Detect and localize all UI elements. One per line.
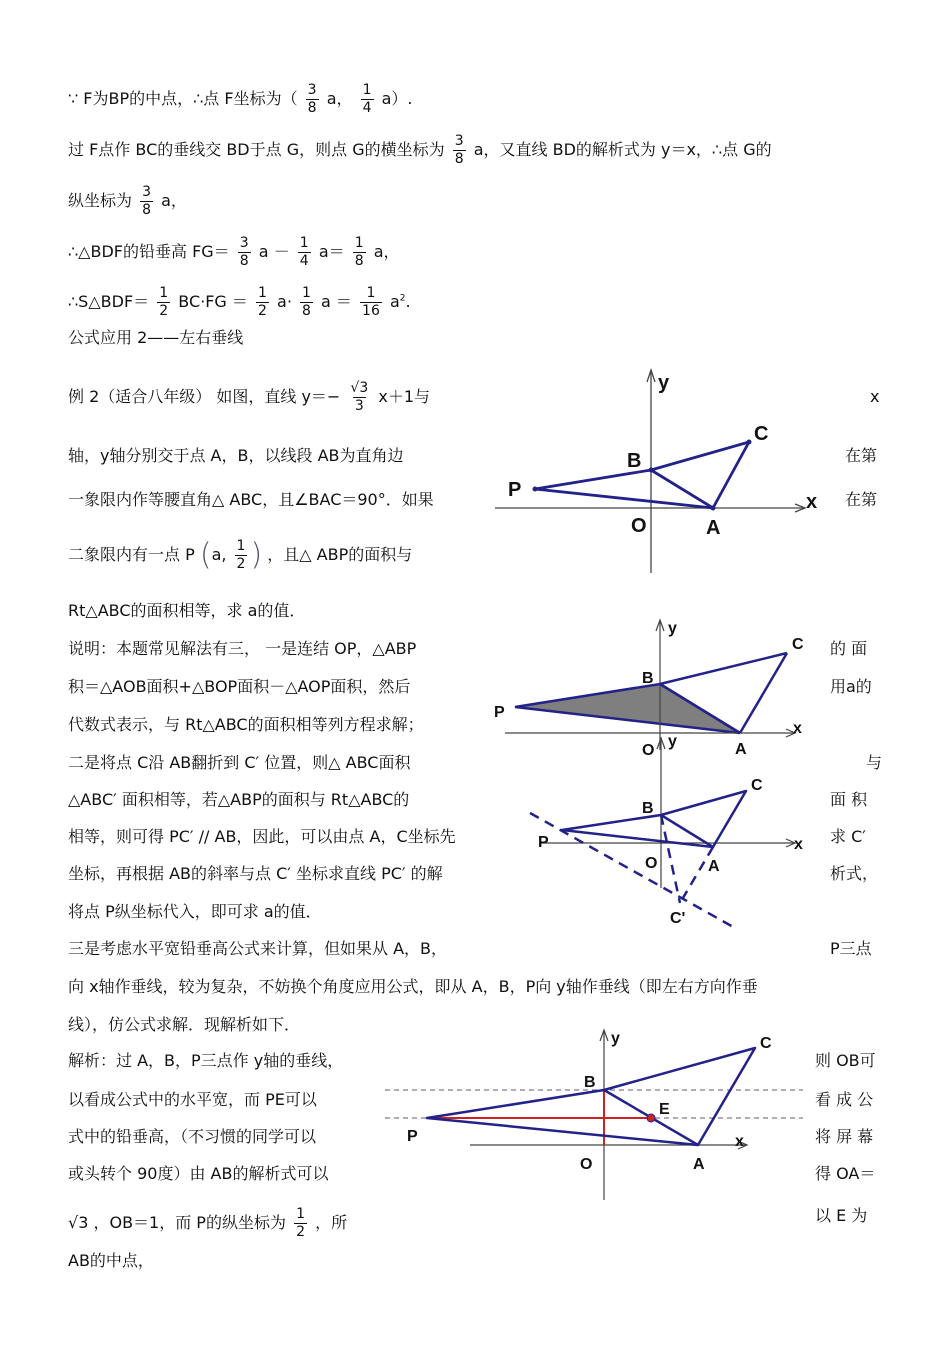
line-text: x＋1与 — [378, 387, 430, 406]
numerator: 3 — [239, 235, 249, 251]
line-text: ，OB＝1，而 P的纵坐标为 — [93, 1213, 286, 1232]
example-line-5: Rt△ABC的面积相等，求 a的值． — [68, 601, 306, 620]
denominator: 2 — [159, 303, 169, 319]
segment-bpa — [562, 815, 713, 847]
line-text: a，又直线 BD的解析式为 y＝x，∴点 G的 — [473, 140, 772, 159]
line-text: a, — [211, 545, 227, 564]
line-text: a， — [326, 89, 353, 108]
label-x: x — [794, 836, 803, 853]
fraction — [157, 285, 170, 320]
text-line-5 — [68, 285, 411, 320]
note-line-1: 说明：本题常见解法有三， 一是连结 OP，△ABP — [68, 639, 417, 658]
label-b: B — [627, 450, 642, 472]
line-text: a， — [373, 242, 400, 261]
note-line-4-right: 与 — [866, 753, 883, 772]
numerator: 1 — [366, 285, 376, 301]
solution-line-1-right: 则 OB可 — [815, 1051, 876, 1070]
solution-line-3: 式中的铅垂高，（不习惯的同学可以 — [68, 1127, 317, 1146]
label-b: B — [642, 670, 654, 687]
fraction — [453, 133, 466, 168]
label-b: B — [584, 1074, 596, 1091]
segment-bc — [660, 653, 787, 684]
line-text: ，且△ ABP的面积与 — [267, 545, 413, 564]
numerator: 1 — [159, 285, 169, 301]
note-line-8: 将点 P纵坐标代入，即可求 a的值． — [68, 902, 322, 921]
numerator: 1 — [296, 1206, 305, 1222]
fraction — [235, 538, 248, 573]
label-p: P — [494, 704, 505, 721]
label-a: A — [735, 741, 747, 755]
fraction — [360, 285, 382, 320]
solution-line-1: 解析：过 A，B，P三点作 y轴的垂线， — [68, 1051, 344, 1070]
solution-line-4: 或头转个 90度）由 AB的解析式可以 — [68, 1164, 329, 1183]
fraction — [348, 380, 370, 415]
point-e — [647, 1114, 655, 1122]
denominator: 8 — [239, 253, 249, 269]
label-c: C — [751, 777, 763, 794]
figure-4 — [385, 1025, 815, 1205]
line-text: 例 2（适合八年级） 如图，直线 y＝− — [68, 387, 341, 406]
label-p: P — [538, 834, 549, 851]
figure-1 — [490, 365, 830, 580]
example-line-3-right: 在第 — [845, 490, 878, 509]
solution-line-6: AB的中点， — [68, 1251, 154, 1270]
label-x: x — [793, 720, 802, 737]
label-b: B — [642, 800, 654, 817]
point-c — [747, 440, 752, 445]
note-line-7-right: 析式， — [830, 864, 879, 883]
line-text: a — [389, 292, 400, 311]
note-line-1-right: 的 面 — [830, 639, 868, 658]
numerator: 1 — [258, 285, 267, 301]
label-e: E — [659, 1101, 670, 1118]
text-line-1 — [68, 82, 413, 117]
denominator: 4 — [299, 253, 309, 269]
solution-line-5 — [68, 1206, 347, 1241]
label-c: C — [760, 1035, 772, 1052]
segment-ac-prime — [680, 847, 713, 903]
denominator: 2 — [258, 303, 267, 319]
label-y: y — [668, 620, 677, 637]
solution-line-5-right: 以 E 为 — [815, 1206, 868, 1225]
fraction — [294, 1206, 307, 1241]
label-y: y — [668, 733, 677, 750]
text-line-3 — [68, 184, 187, 219]
numerator: 1 — [299, 235, 309, 251]
line-text: 二象限内有一点 P — [68, 545, 195, 564]
note-line-2: 积＝△AOB面积+△BOP面积－△AOP面积，然后 — [68, 677, 411, 696]
fraction — [298, 235, 311, 270]
label-o: O — [645, 855, 658, 872]
fraction — [361, 82, 374, 117]
text-line-2 — [68, 133, 772, 168]
note-line-9: 三是考虑水平宽铅垂高公式来计算，但如果从 A，B， — [68, 939, 448, 958]
line-text: a ＝ — [321, 292, 352, 311]
line-text: a⋅ — [277, 292, 292, 311]
denominator: 8 — [307, 100, 317, 116]
denominator: 3 — [354, 398, 364, 414]
line-text: ∵ F为BP的中点，∴点 F坐标为（ — [68, 89, 298, 108]
triangle-abc — [604, 1048, 755, 1145]
label-x: x — [735, 1133, 744, 1150]
note-line-5-right: 面 积 — [830, 790, 868, 809]
numerator: 1 — [354, 235, 364, 251]
note-line-6-right: 求 C′ — [830, 827, 866, 846]
fraction — [238, 235, 251, 270]
denominator: 16 — [362, 303, 380, 319]
example-line-2-right: 在第 — [845, 446, 878, 465]
shaded-triangle-abp — [515, 684, 740, 733]
label-c: C — [792, 636, 804, 653]
numerator: 3 — [307, 82, 317, 98]
denominator: 4 — [362, 100, 372, 116]
segment-bc-prime — [661, 815, 680, 903]
numerator: 1 — [362, 82, 372, 98]
line-text: 纵坐标为 — [68, 191, 133, 210]
sqrt-value: √3 — [68, 1213, 89, 1232]
note-line-6: 相等，则可得 PC′ // AB，因此，可以由点 A，C坐标先 — [68, 827, 456, 846]
section-heading: 公式应用 2——左右垂线 — [68, 328, 244, 347]
fraction — [140, 184, 153, 219]
line-text: 过 F点作 BC的垂线交 BD于点 G，则点 G的横坐标为 — [68, 140, 445, 159]
line-text: a＝ — [318, 242, 345, 261]
line-text: ∴△BDF的铅垂高 FG＝ — [68, 242, 230, 261]
numerator: 1 — [236, 538, 246, 554]
fraction — [306, 82, 319, 117]
example-line-4 — [68, 538, 412, 573]
paren-left: ( — [199, 537, 212, 573]
fraction — [353, 235, 366, 270]
example-line-1-right: x — [870, 387, 880, 406]
segment-bpa — [535, 470, 713, 508]
note-line-5: △ABC′ 面积相等，若△ABP的面积与 Rt△ABC的 — [68, 790, 410, 809]
line-pc-prime — [530, 813, 735, 928]
point-p — [533, 487, 538, 492]
example-line-2: 轴，y轴分别交于点 A，B，以线段 AB为直角边 — [68, 446, 404, 465]
example-line-3: 一象限内作等腰直角△ ABC，且∠BAC＝90°．如果 — [68, 490, 434, 509]
note-line-11: 线），仿公式求解．现解析如下． — [68, 1015, 301, 1034]
label-o: O — [642, 742, 655, 755]
note-line-7: 坐标，再根据 AB的斜率与点 C′ 坐标求直线 PC′ 的解 — [68, 864, 443, 883]
line-text: a － — [258, 242, 290, 261]
line-text: . — [405, 292, 411, 311]
solution-line-4-right: 得 OA＝ — [815, 1164, 876, 1183]
fraction — [300, 285, 313, 320]
denominator: 2 — [236, 556, 246, 572]
label-p: P — [407, 1128, 418, 1145]
numerator: √3 — [350, 380, 369, 396]
line-text: BC⋅FG ＝ — [178, 292, 248, 311]
label-o: O — [631, 515, 647, 537]
exponent: 2 — [399, 293, 406, 304]
note-line-10: 向 x轴作垂线，较为复杂，不妨换个角度应用公式，即从 A，B，P向 y轴作垂线（即左右方向作垂 — [68, 977, 758, 996]
solution-line-2: 以看成公式中的水平宽，而 PE可以 — [68, 1090, 317, 1109]
example-line-1 — [68, 380, 430, 415]
line-text: ∴S△BDF＝ — [68, 292, 150, 311]
label-c-prime: C' — [670, 910, 686, 927]
denominator: 8 — [142, 202, 152, 218]
point-a — [711, 506, 716, 511]
triangle-abc — [661, 791, 746, 847]
numerator: 3 — [454, 133, 464, 149]
label-a: A — [706, 517, 721, 539]
label-a: A — [693, 1156, 705, 1173]
solution-line-2-right: 看 成 公 — [815, 1090, 874, 1109]
label-x: x — [806, 491, 818, 513]
label-c: C — [754, 423, 769, 445]
figure-3 — [520, 733, 820, 933]
point-b — [649, 468, 654, 473]
numerator: 1 — [302, 285, 311, 301]
label-o: O — [580, 1156, 593, 1173]
label-p: P — [508, 479, 522, 501]
line-text: a， — [161, 191, 187, 210]
denominator: 8 — [302, 303, 311, 319]
solution-line-3-right: 将 屏 幕 — [815, 1127, 874, 1146]
note-line-3: 代数式表示，与 Rt△ABC的面积相等列方程求解； — [68, 715, 424, 734]
text-line-4 — [68, 235, 400, 270]
note-line-9-right: P三点 — [830, 939, 872, 958]
note-line-4: 二是将点 C沿 AB翻折到 C′ 位置，则△ ABC面积 — [68, 753, 411, 772]
label-y: y — [658, 372, 670, 394]
denominator: 8 — [354, 253, 364, 269]
denominator: 8 — [454, 151, 464, 167]
numerator: 3 — [142, 184, 152, 200]
label-y: y — [611, 1030, 620, 1047]
denominator: 2 — [296, 1224, 305, 1240]
triangle-abc — [651, 442, 749, 508]
note-line-2-right: 用a的 — [830, 677, 872, 696]
segment-ac — [740, 653, 787, 733]
line-text: a）. — [381, 89, 413, 108]
line-text: ，所 — [315, 1213, 348, 1232]
label-a: A — [708, 858, 720, 875]
paren-right: ) — [250, 537, 263, 573]
fraction — [256, 285, 269, 320]
